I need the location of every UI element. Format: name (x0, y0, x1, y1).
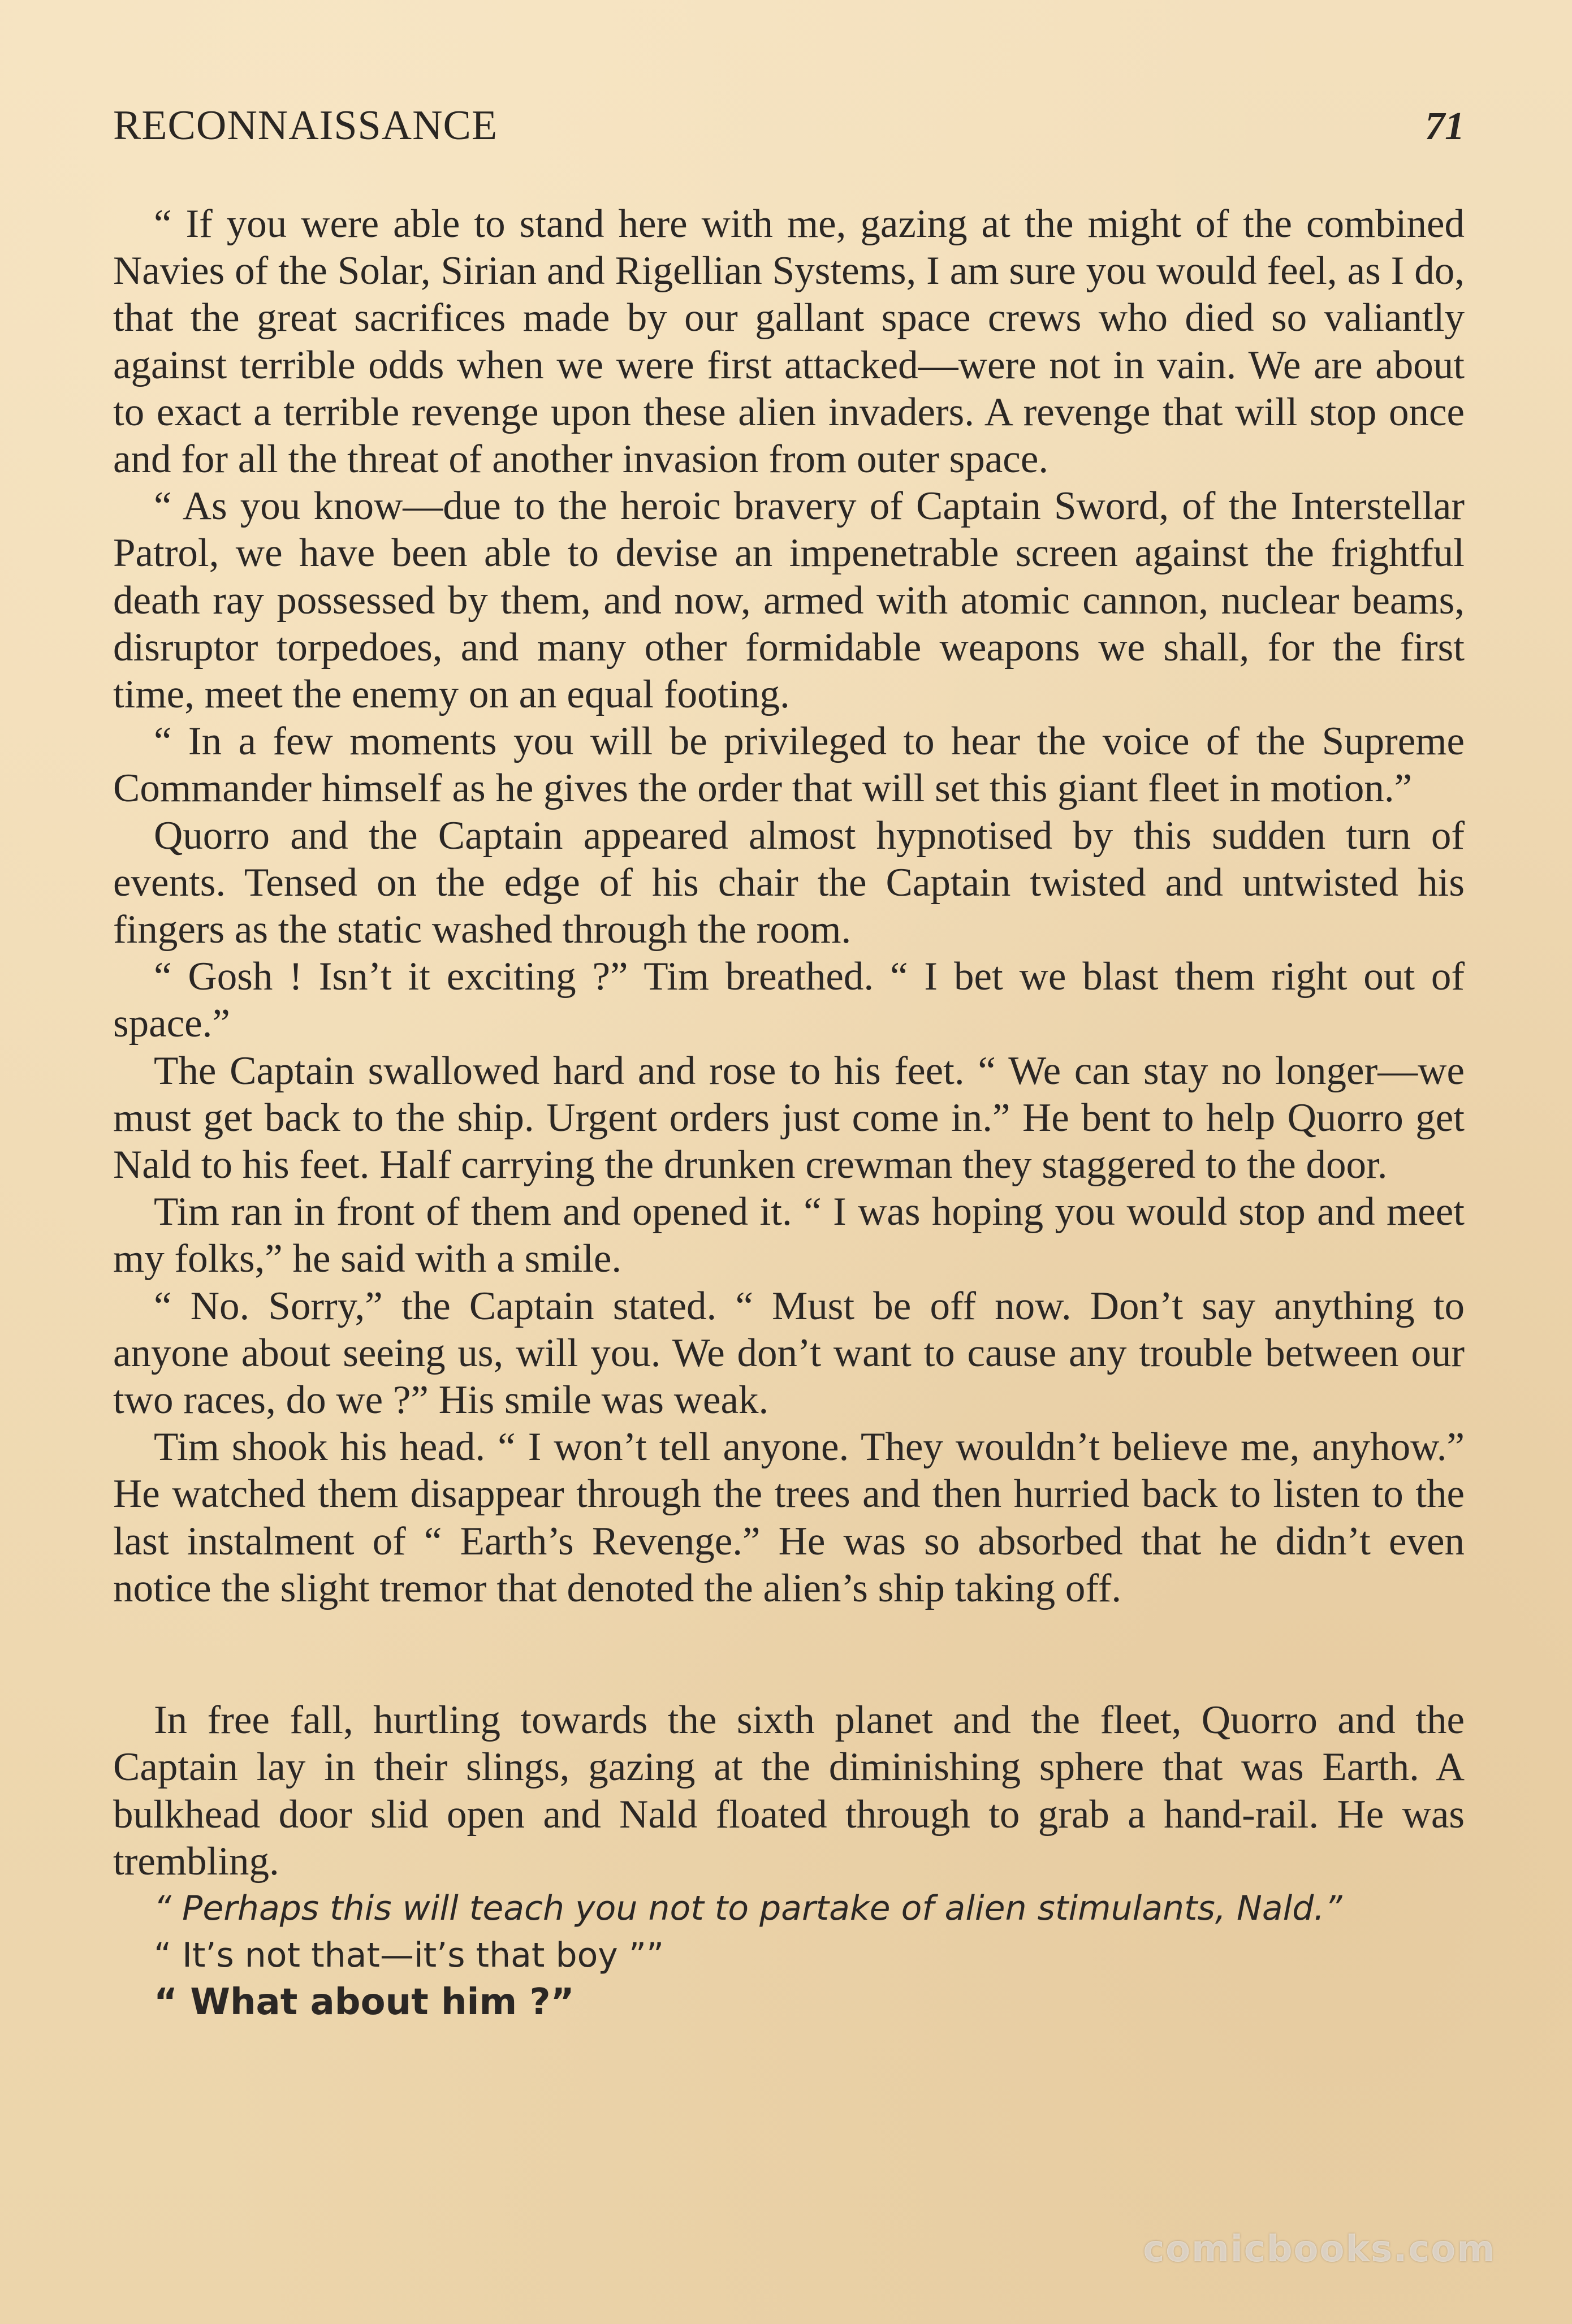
paragraph-5: “ Gosh ! Isn’t it exciting ?” Tim breathed. “ I bet we blast them right out of space.” (113, 954, 1465, 1046)
telepathic-line-1: “ Perhaps this will teach you not to partake of alien stimulants, Nald.” (154, 1888, 1342, 1928)
paragraph-2: “ As you know—due to the heroic bravery of Captain Sword, of the Interstellar Patrol, we have been able to devise an impenetrable screen against the frightful death ray possessed by them, and now, armed with atomic cannon, nuclear beams, disruptor torpedoes, and many other formidable weapons we shall, for the first time, meet the enemy on an equal footing. (113, 484, 1465, 717)
paragraph-4: Quorro and the Captain appeared almost hypnotised by this sudden turn of events. Tensed on the edge of his chair the Captain twisted and untwisted his fingers as the static washed through the room. (113, 813, 1465, 952)
paragraph-6: The Captain swallowed hard and rose to his feet. “ We can stay no longer—we must get back to the ship. Urgent orders just come in.” He bent to help Quorro get Nald to his feet. Half carrying the drunken crewman they staggered to the door. (113, 1048, 1465, 1187)
page-number: 71 (1425, 105, 1465, 148)
running-title: RECONNAISSANCE (113, 102, 498, 149)
paragraph-7: Tim ran in front of them and opened it. “ I was hoping you would stop and meet my folks,” he said with a smile. (113, 1190, 1465, 1281)
paragraph-9: Tim shook his head. “ I won’t tell anyone. They wouldn’t believe me, anyhow.” He watched them disappear through the trees and then hurried back to listen to the last instalment of “ Earth’s Revenge.” He was so absorbed that he didn’t even notice the slight tremor that denoted the alien’s ship taking off. (113, 1425, 1465, 1610)
paragraph-8: “ No. Sorry,” the Captain stated. “ Must be off now. Don’t say anything to anyone about seeing us, will you. We don’t want to cause any trouble between our two races, do we ?” His smile was weak. (113, 1284, 1465, 1423)
watermark: comicbooks.com (1143, 2228, 1496, 2270)
body-text (113, 201, 1465, 2027)
telepathic-line-3: “ What about him ?” (154, 1981, 575, 2024)
paragraph-3: “ In a few moments you will be privileged to hear the voice of the Supreme Commander himself as he gives the order that will set this giant fleet in motion.” (113, 719, 1465, 811)
paragraph-1: “ If you were able to stand here with me, gazing at the might of the combined Navies of the Solar, Sirian and Rigellian Systems, I am sure you would feel, as I do, that the great sacrifices made by our gallant space crews who died so valiantly against terrible odds when we were first attacked—were not in vain. We are about to exact a terrible revenge upon these alien invaders. A revenge that will stop once and for all the threat of another invasion from outer space. (113, 202, 1465, 482)
section-break (113, 1612, 1465, 1697)
telepathic-line-2: “ It’s not that—it’s that boy ”” (154, 1936, 664, 1976)
paragraph-10: In free fall, hurtling towards the sixth planet and the fleet, Quorro and the Captain lay in their slings, gazing at the diminishing sphere that was Earth. A bulkhead door slid open and Nald floated through to grab a hand-rail. He was trembling. (113, 1698, 1465, 1884)
running-head (113, 102, 1465, 158)
